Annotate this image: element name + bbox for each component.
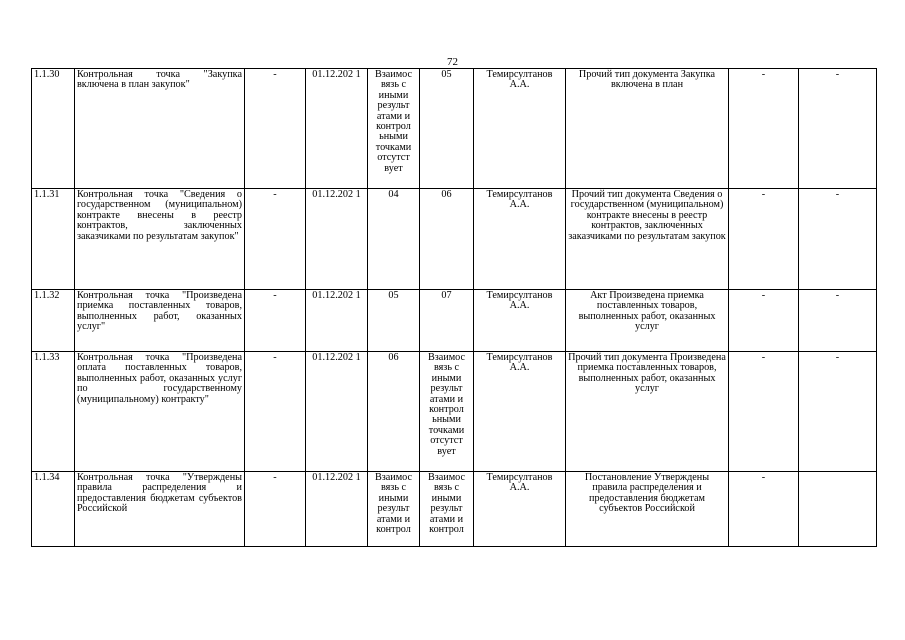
document: Прочий тип документа Закупка включена в план <box>566 69 729 189</box>
cell-dash: - <box>245 69 306 189</box>
cell-dash <box>799 472 877 547</box>
cell-dash: - <box>245 472 306 547</box>
responsible: Темирсултанов А.А. <box>474 189 566 290</box>
control-point-name: Контрольная точка "Сведения о государственном (муниципальном) контракте внесены в реестр контрактов, заключенных заказчиками по результатам закупок" <box>75 189 245 290</box>
control-points-table <box>31 68 877 547</box>
code: Взаимос вязь с иными результ атами и контрол <box>420 472 474 547</box>
row-number: 1.1.31 <box>32 189 75 290</box>
table-row <box>32 69 877 189</box>
predecessor: 05 <box>368 290 420 352</box>
responsible: Темирсултанов А.А. <box>474 352 566 472</box>
cell-dash: - <box>799 69 877 189</box>
cell-dash: - <box>245 189 306 290</box>
cell-dash: - <box>799 290 877 352</box>
cell-dash: - <box>729 69 799 189</box>
due-date: 01.12.202 1 <box>306 352 368 472</box>
due-date: 01.12.202 1 <box>306 290 368 352</box>
responsible: Темирсултанов А.А. <box>474 290 566 352</box>
document: Акт Произведена приемка поставленных товаров, выполненных работ, оказанных услуг <box>566 290 729 352</box>
table-row <box>32 352 877 472</box>
cell-dash: - <box>729 472 799 547</box>
code: 06 <box>420 189 474 290</box>
cell-dash: - <box>729 290 799 352</box>
control-point-name: Контрольная точка "Утверждены правила распределения и предоставления бюджетам субъектов Российской <box>75 472 245 547</box>
cell-dash: - <box>729 352 799 472</box>
row-number: 1.1.33 <box>32 352 75 472</box>
predecessor: 06 <box>368 352 420 472</box>
control-point-name: Контрольная точка "Закупка включена в план закупок" <box>75 69 245 189</box>
due-date: 01.12.202 1 <box>306 69 368 189</box>
document: Прочий тип документа Сведения о государственном (муниципальном) контракте внесены в реестр контрактов, заключенных заказчиками по результатам закупок <box>566 189 729 290</box>
cell-dash: - <box>245 352 306 472</box>
code: 07 <box>420 290 474 352</box>
predecessor: Взаимос вязь с иными результ атами и контрол <box>368 472 420 547</box>
responsible: Темирсултанов А.А. <box>474 69 566 189</box>
document: Постановление Утверждены правила распределения и предоставления бюджетам субъектов Российской <box>566 472 729 547</box>
cell-dash: - <box>799 189 877 290</box>
document: Прочий тип документа Произведена приемка поставленных товаров, выполненных работ, оказанных услуг <box>566 352 729 472</box>
row-number: 1.1.30 <box>32 69 75 189</box>
control-point-name: Контрольная точка "Произведена оплата поставленных товаров, выполненных работ, оказанных услуг по государственному (муниципальному) контракту" <box>75 352 245 472</box>
code: 05 <box>420 69 474 189</box>
page-number: 72 <box>447 56 458 68</box>
cell-dash: - <box>245 290 306 352</box>
row-number: 1.1.34 <box>32 472 75 547</box>
predecessor: Взаимос вязь с иными результ атами и контрол ьными точками отсутст вует <box>368 69 420 189</box>
due-date: 01.12.202 1 <box>306 189 368 290</box>
code: Взаимос вязь с иными результ атами и контрол ьными точками отсутст вует <box>420 352 474 472</box>
cell-dash: - <box>799 352 877 472</box>
cell-dash: - <box>729 189 799 290</box>
due-date: 01.12.202 1 <box>306 472 368 547</box>
responsible: Темирсултанов А.А. <box>474 472 566 547</box>
table-row <box>32 189 877 290</box>
table-row <box>32 290 877 352</box>
predecessor: 04 <box>368 189 420 290</box>
control-point-name: Контрольная точка "Произведена приемка поставленных товаров, выполненных работ, оказанных услуг" <box>75 290 245 352</box>
row-number: 1.1.32 <box>32 290 75 352</box>
table-row <box>32 472 877 547</box>
